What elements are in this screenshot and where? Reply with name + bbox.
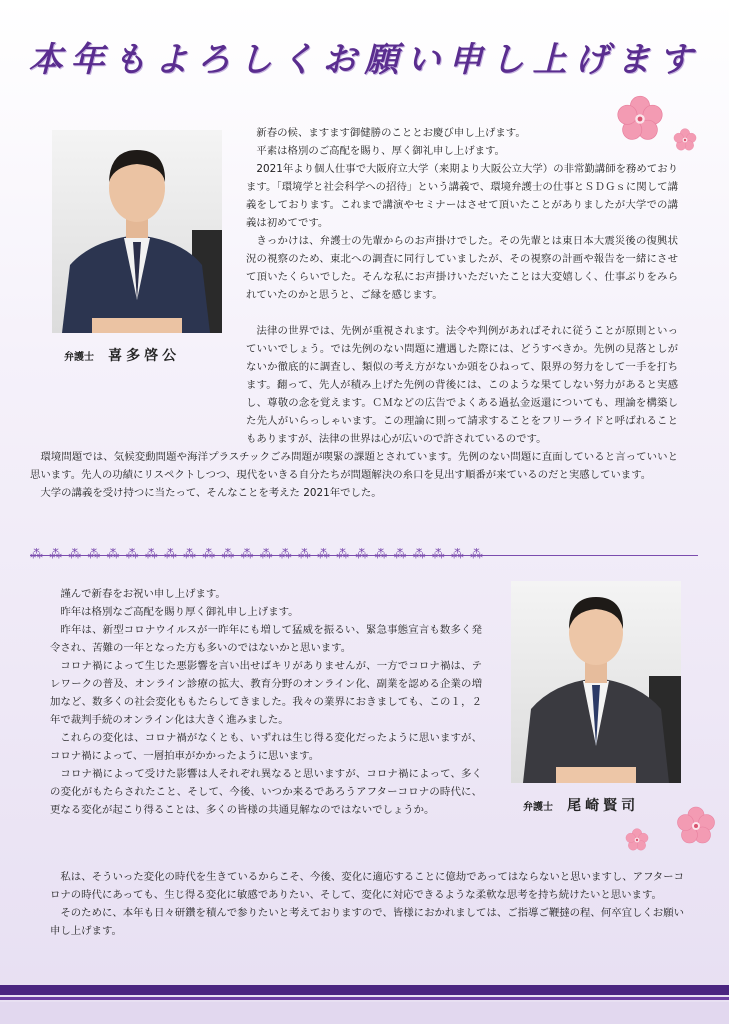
paragraph: そのために、本年も日々研鑽を積んで参りたいと考えておりますので、皆様におかれましては、ご指導ご鞭撻の程、何卒宜しくお願い申し上げます。	[50, 907, 684, 937]
greeting-text-bottom	[50, 585, 482, 819]
person-silhouette-icon	[52, 130, 222, 333]
paragraph: 昨年は、新型コロナウイルスが一昨年にも増して猛威を振るい、緊急事態宣言も数多く発令され、苦難の一年となった方も多いのではないかと思います。	[50, 624, 482, 654]
paragraph: 環境問題では、気候変動問題や海洋プラスチックごみ問題が喫緊の課題とされています。先例のない問題に直面していると言っていいと思います。先人の功績にリスペクトしつつ、現代をいきる自分たちが問題解決の糸口を見出す順番が来ているのだと実感しています。	[30, 451, 678, 481]
greeting-text-bottom-wide	[50, 868, 684, 940]
caption-role: 弁護士	[64, 352, 94, 363]
plum-blossom-icon	[625, 828, 649, 852]
lawyer-portrait-photo	[52, 130, 222, 333]
footer-stripe	[0, 1002, 729, 1024]
paragraph: 謹んで新春をお祝い申し上げます。	[60, 588, 226, 600]
paragraph: コロナ禍によって生じた悪影響を言い出せばキリがありませんが、一方でコロナ禍は、テレワークの普及、オンライン診療の拡大、教育分野のオンライン化、副業を認める企業の増加など、数多くの社会変化ももたらしてきました。我々の業界におきましても、この１，２年で裁判手続のオンライン化は大きく進みました。	[50, 660, 482, 726]
paragraph: 法律の世界では、先例が重視されます。法令や判例があればそれに従うことが原則といっていいでしょう。では先例のない問題に遭遇した際には、どうすべきか。先例の見落としがないか徹底的に調査し、類似の考え方がないか頭をひねって、限界の努力をして一手を打ちます。翻って、先人が積み上げた先例の背後には、このような果てしない努力があると実感し、尊敬の念を覚えます。ＣＭなどの広告でよくある過払金返還についても、理論を構築した先人がいらっしゃいます。この理論に則って請求することをフリーライドと呼ばれることもありますが、法律の世界は心が広いので許されているのです。	[246, 325, 678, 445]
caption-name: 喜多啓公	[108, 348, 181, 364]
section-divider	[30, 548, 698, 562]
lawyer-caption	[523, 795, 639, 815]
footer-stripe	[0, 997, 729, 1000]
paragraph: きっかけは、弁護士の先輩からのお声掛けでした。その先輩とは東日本大震災後の復興状況の視察のため、東北への調査に同行していましたが、その視察の計画や報告を一緒にさせて頂いたくらいでした。そんな私にお声掛けいただいたことは大変嬉しく、仕事ぶりをみられていたのかと思うと、ご縁を感じます。	[246, 235, 678, 301]
caption-name: 尾崎賢司	[567, 798, 640, 814]
footer-band	[0, 985, 729, 1024]
divider-ornament: ⁂ ⁂ ⁂ ⁂ ⁂ ⁂ ⁂ ⁂ ⁂ ⁂ ⁂ ⁂ ⁂ ⁂ ⁂ ⁂ ⁂ ⁂ ⁂ ⁂ ⁂ ⁂ ⁂ ⁂	[30, 548, 485, 562]
caption-role: 弁護士	[523, 802, 553, 813]
paragraph: 昨年は格別なご高配を賜り厚く御礼申し上げます。	[60, 606, 299, 618]
lawyer-portrait-photo	[511, 581, 681, 783]
person-silhouette-icon	[511, 581, 681, 783]
paragraph: 2021年より個人仕事で大阪府立大学（来期より大阪公立大学）の非常勤講師を務めております。「環境学と社会科学への招待」という講義で、環境弁護士の仕事とＳＤＧｓに関して講義をしております。これまで講演やセミナーはさせて頂いたことがありましたが大学での講義は初めてです。	[246, 163, 678, 229]
paragraph: 新春の候、ますます御健勝のこととお慶び申し上げます。	[256, 127, 526, 139]
plum-blossom-icon	[676, 806, 716, 846]
page-title: 本年もよろしくお願い申し上げます	[28, 40, 701, 80]
paragraph: 平素は格別のご高配を賜り、厚く御礼申し上げます。	[256, 145, 505, 157]
paragraph: 私は、そういった変化の時代を生きているからこそ、今後、変化に適応することに億劫であってはならないと思いますし、アフターコロナの時代にあっても、生じ得る変化に敏感でありたい、そして、変化に対応できるような柔軟な思考を持ち続けたいと思います。	[50, 871, 684, 901]
paragraph: これらの変化は、コロナ禍がなくとも、いずれは生じ得る変化だったように思いますが、コロナ禍によって、一層拍車がかかったように思います。	[50, 732, 482, 762]
greeting-text-top-bottom	[30, 448, 678, 502]
paragraph: コロナ禍によって受けた影響は人それぞれ異なると思いますが、コロナ禍によって、多くの変化がもたらされたこと、そして、今後、いつか来るであろうアフターコロナの時代に、更なる変化が起こり得ることは、多くの皆様の共通見解なのではないでしょうか。	[50, 768, 482, 816]
greeting-text-top	[246, 124, 678, 304]
paragraph: 大学の講義を受け持つに当たって、そんなことを考えた 2021年でした。	[40, 487, 382, 499]
greeting-text-top-wide	[30, 322, 678, 448]
footer-stripe	[0, 985, 729, 995]
